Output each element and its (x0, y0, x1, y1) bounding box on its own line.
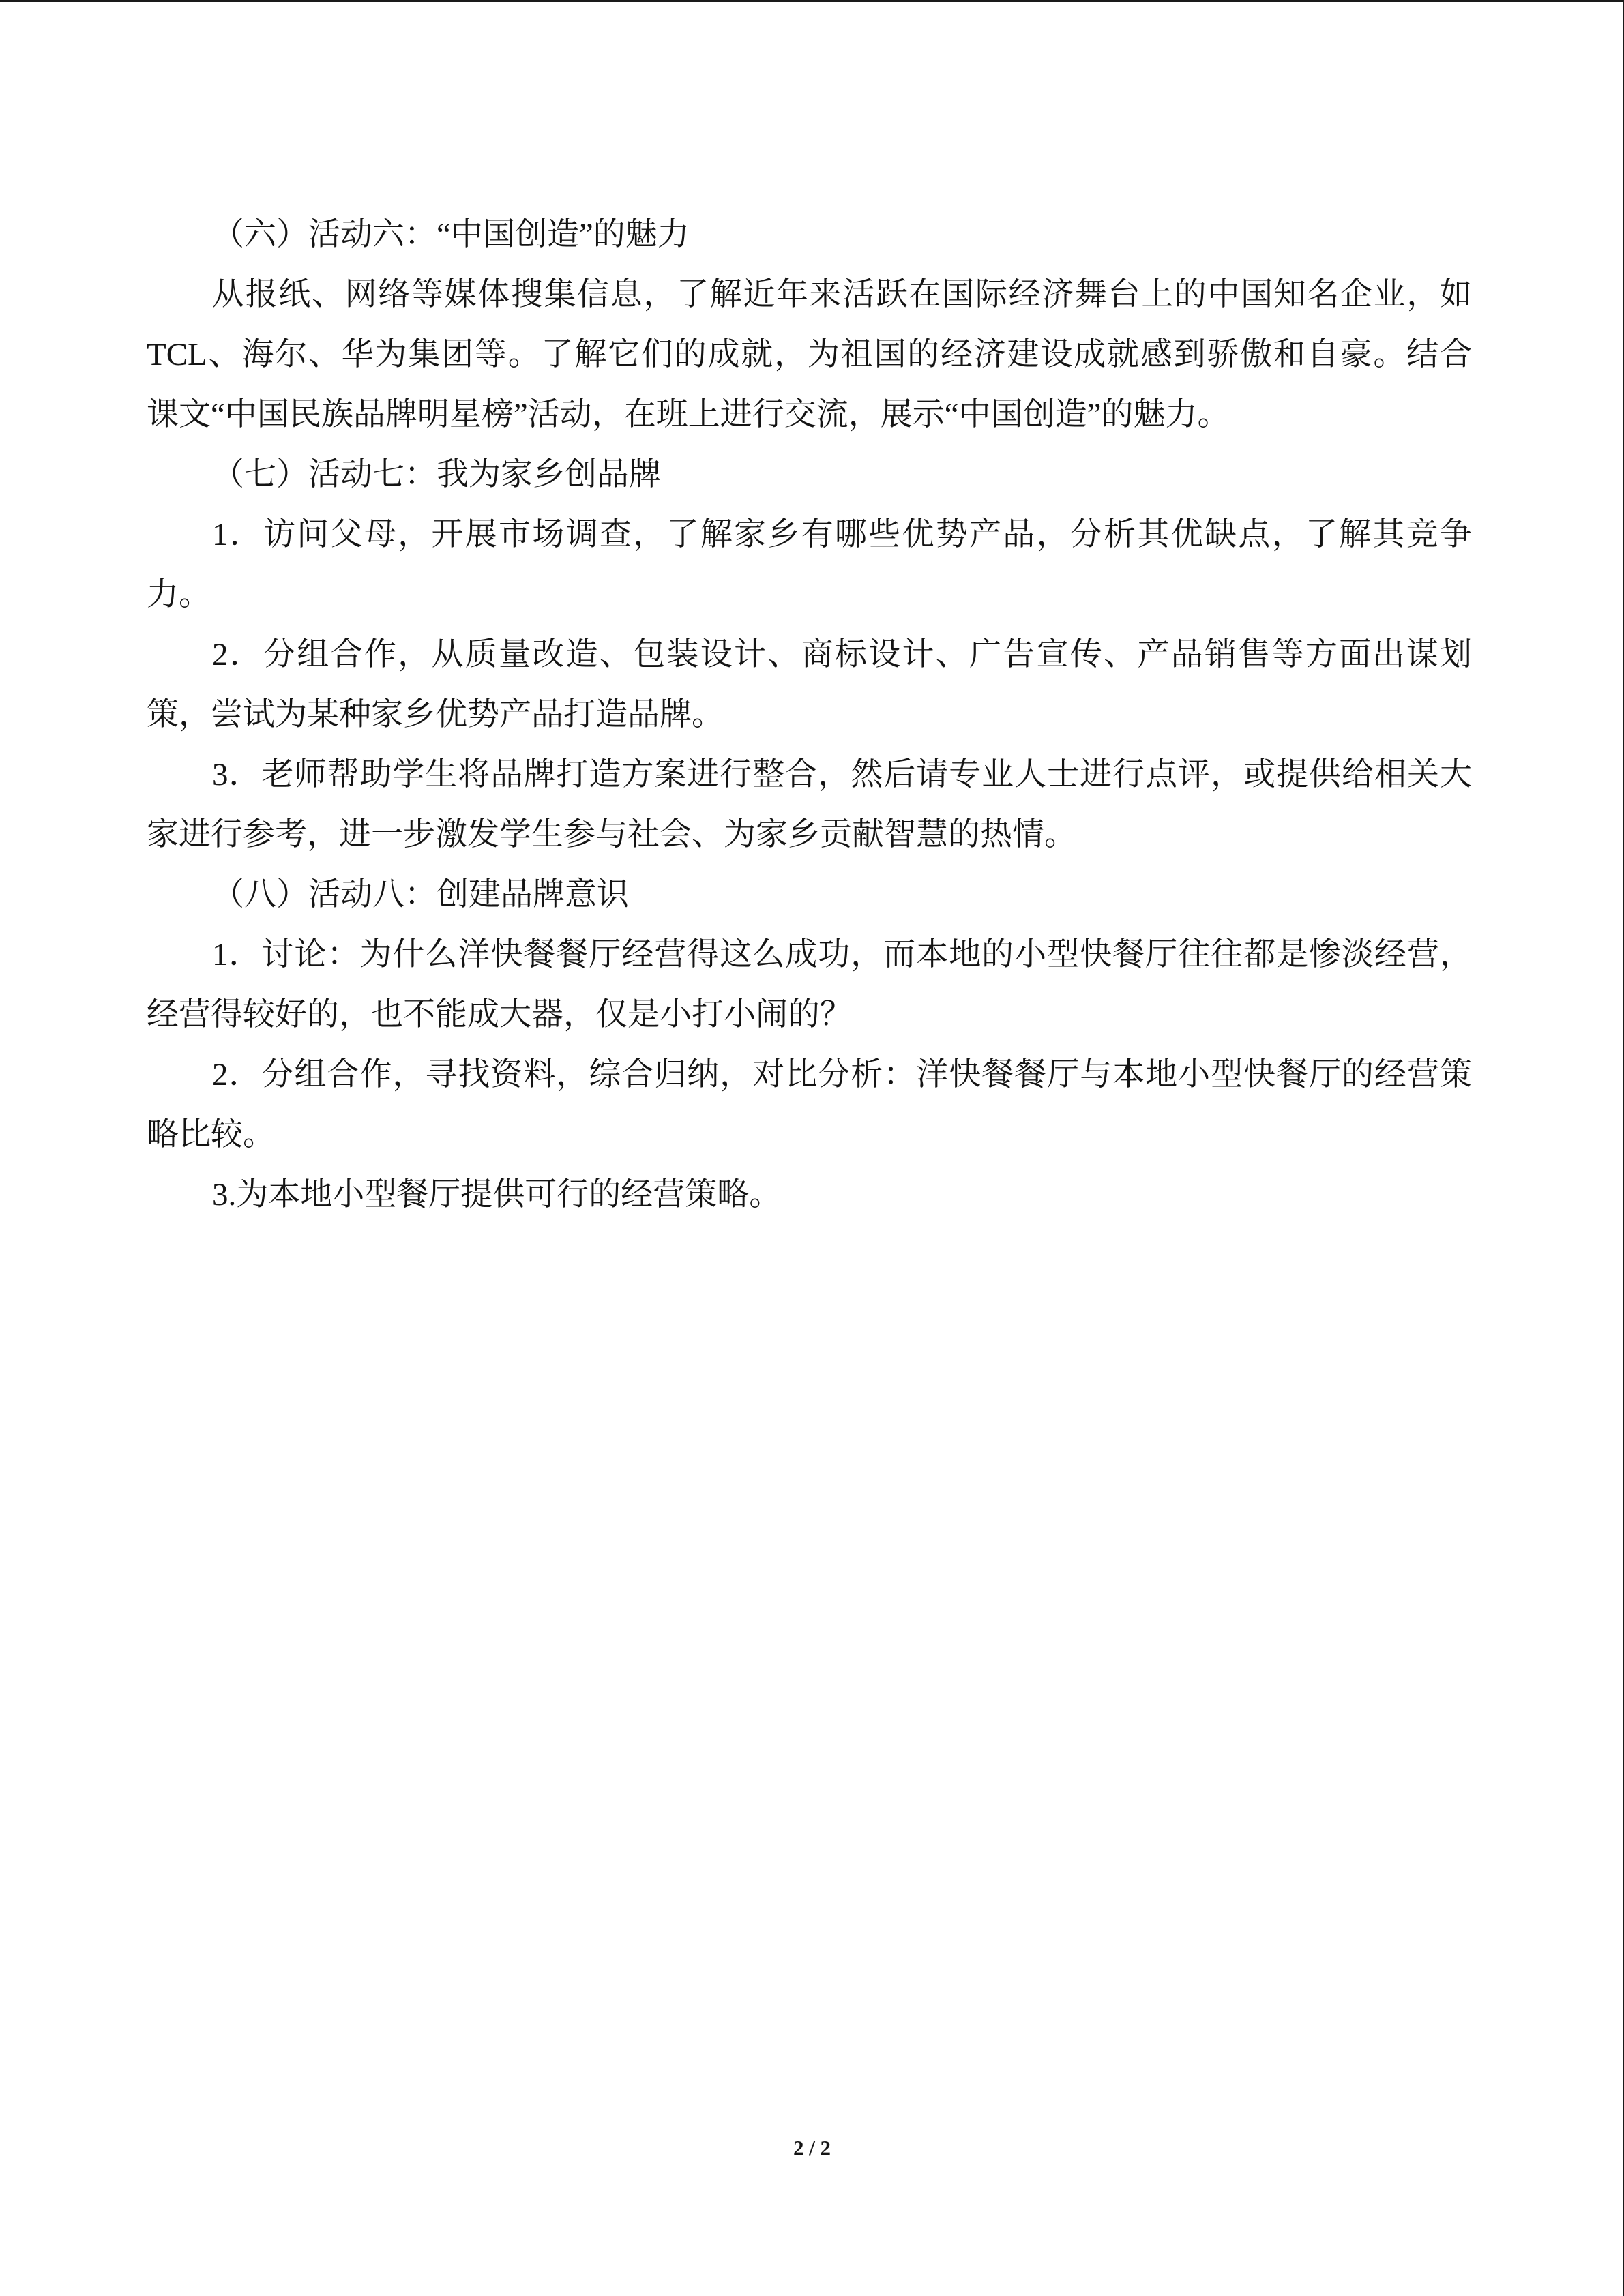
text-line: 课文“中国民族品牌明星榜”活动，在班上进行交流，展示“中国创造”的魅力。 (147, 397, 1230, 432)
text-line: 2．分组合作，从质量改造、包装设计、商标设计、广告宣传、产品销售等方面出谋划 (212, 637, 1472, 672)
text-line: 略比较。 (147, 1117, 275, 1152)
list-item-eight-3 (147, 1165, 1472, 1225)
paragraph-activity-six (147, 265, 1472, 445)
text-line: 策，尝试为某种家乡优势产品打造品牌。 (147, 697, 724, 732)
text-line: 家进行参考，进一步激发学生参与社会、为家乡贡献智慧的热情。 (147, 817, 1076, 852)
list-item-seven-3 (147, 745, 1472, 865)
text-line: 经营得较好的，也不能成大器，仅是小打小闹的？ (147, 997, 852, 1032)
heading-text: （六）活动六：“中国创造”的魅力 (212, 217, 690, 252)
text-line: 2．分组合作，寻找资料，综合归纳，对比分析：洋快餐餐厅与本地小型快餐厅的经营策 (212, 1057, 1472, 1092)
heading-activity-seven (147, 445, 1472, 505)
text-line: TCL、海尔、华为集团等。了解它们的成就，为祖国的经济建设成就感到骄傲和自豪。结合 (147, 337, 1472, 372)
page-border-top (0, 0, 1624, 2)
text-line: 1．讨论：为什么洋快餐餐厅经营得这么成功，而本地的小型快餐厅往往都是惨淡经营， (212, 937, 1472, 972)
text-line: 力。 (147, 577, 211, 612)
heading-activity-six (147, 205, 1472, 265)
text-line: 3.为本地小型餐厅提供可行的经营策略。 (212, 1177, 782, 1212)
list-item-seven-1 (147, 505, 1472, 625)
page-number: 2 / 2 (793, 2136, 831, 2160)
list-item-seven-2 (147, 625, 1472, 745)
text-line: 3．老师帮助学生将品牌打造方案进行整合，然后请专业人士进行点评，或提供给相关大 (212, 757, 1472, 792)
list-item-eight-1 (147, 925, 1472, 1045)
heading-text: （八）活动八：创建品牌意识 (212, 877, 629, 912)
list-item-eight-2 (147, 1045, 1472, 1165)
document-body (147, 205, 1472, 1225)
heading-text: （七）活动七：我为家乡创品牌 (212, 457, 661, 492)
text-line: 从报纸、网络等媒体搜集信息，了解近年来活跃在国际经济舞台上的中国知名企业，如 (212, 277, 1472, 312)
heading-activity-eight (147, 865, 1472, 925)
text-line: 1．访问父母，开展市场调查，了解家乡有哪些优势产品，分析其优缺点，了解其竞争 (212, 517, 1472, 552)
